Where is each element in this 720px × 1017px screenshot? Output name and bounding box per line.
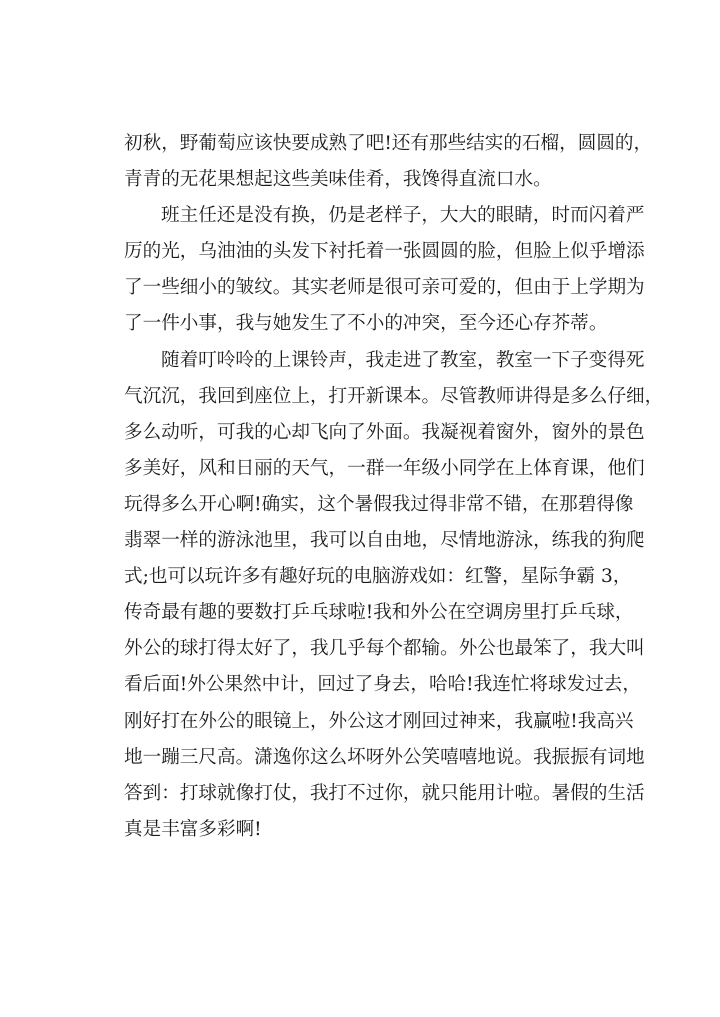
text-line: 初秋，野葡萄应该快要成熟了吧!还有那些结实的石榴，圆圆的， — [124, 133, 653, 154]
text-line: 地一蹦三尺高。潇逸你这么坏呀外公笑嘻嘻地说。我振振有词地 — [124, 746, 645, 768]
text-line: 随着叮呤呤的上课铃声，我走进了教室，教室一下子变得死 — [161, 349, 645, 371]
text-line: 多么动听，可我的心却飞向了外面。我凝视着窗外，窗外的景色 — [124, 421, 645, 443]
text-line: 刚好打在外公的眼镜上，外公这才刚回过神来，我赢啦!我高兴 — [124, 710, 634, 732]
text-line: 翡翠一样的游泳池里，我可以自由地，尽情地游泳，练我的狗爬 — [124, 530, 645, 552]
text-line: 传奇最有趣的要数打乒乓球啦!我和外公在空调房里打乒乓球， — [124, 602, 634, 624]
text-line: 了一件小事，我与她发生了不小的冲突，至今还心存芥蒂。 — [124, 313, 608, 335]
text-line: 班主任还是没有换，仍是老样子，大大的眼睛，时而闪着严 — [161, 205, 645, 227]
text-line: 看后面!外公果然中计，回过了身去，哈哈!我连忙将球发过去， — [124, 674, 641, 696]
text-line: 玩得多么开心啊!确实，这个暑假我过得非常不错，在那碧得像 — [124, 493, 634, 515]
text-line: 了一些细小的皱纹。其实老师是很可亲可爱的，但由于上学期为 — [124, 277, 645, 299]
text-line: 青青的无花果想起这些美味佳肴，我馋得直流口水。 — [124, 169, 552, 191]
text-line: 外公的球打得太好了，我几乎每个都输。外公也最笨了，我大叫 — [124, 638, 645, 660]
text-line: 多美好，风和日丽的天气，一群一年级小同学在上体育课，他们 — [124, 457, 645, 479]
text-line: 厉的光，乌油油的头发下衬托着一张圆圆的脸，但脸上似乎增添 — [124, 241, 645, 263]
text-line: 真是丰富多彩啊! — [124, 818, 262, 840]
essay-text — [124, 126, 664, 848]
text-line: 气沉沉，我回到座位上，打开新课本。尽管教师讲得是多么仔细， — [124, 385, 664, 407]
text-line: 答到：打球就像打仗，我打不过你，就只能用计啦。暑假的生活 — [124, 782, 645, 804]
text-line: 式;也可以玩许多有趣好玩的电脑游戏如：红警，星际争霸 3， — [124, 566, 632, 588]
